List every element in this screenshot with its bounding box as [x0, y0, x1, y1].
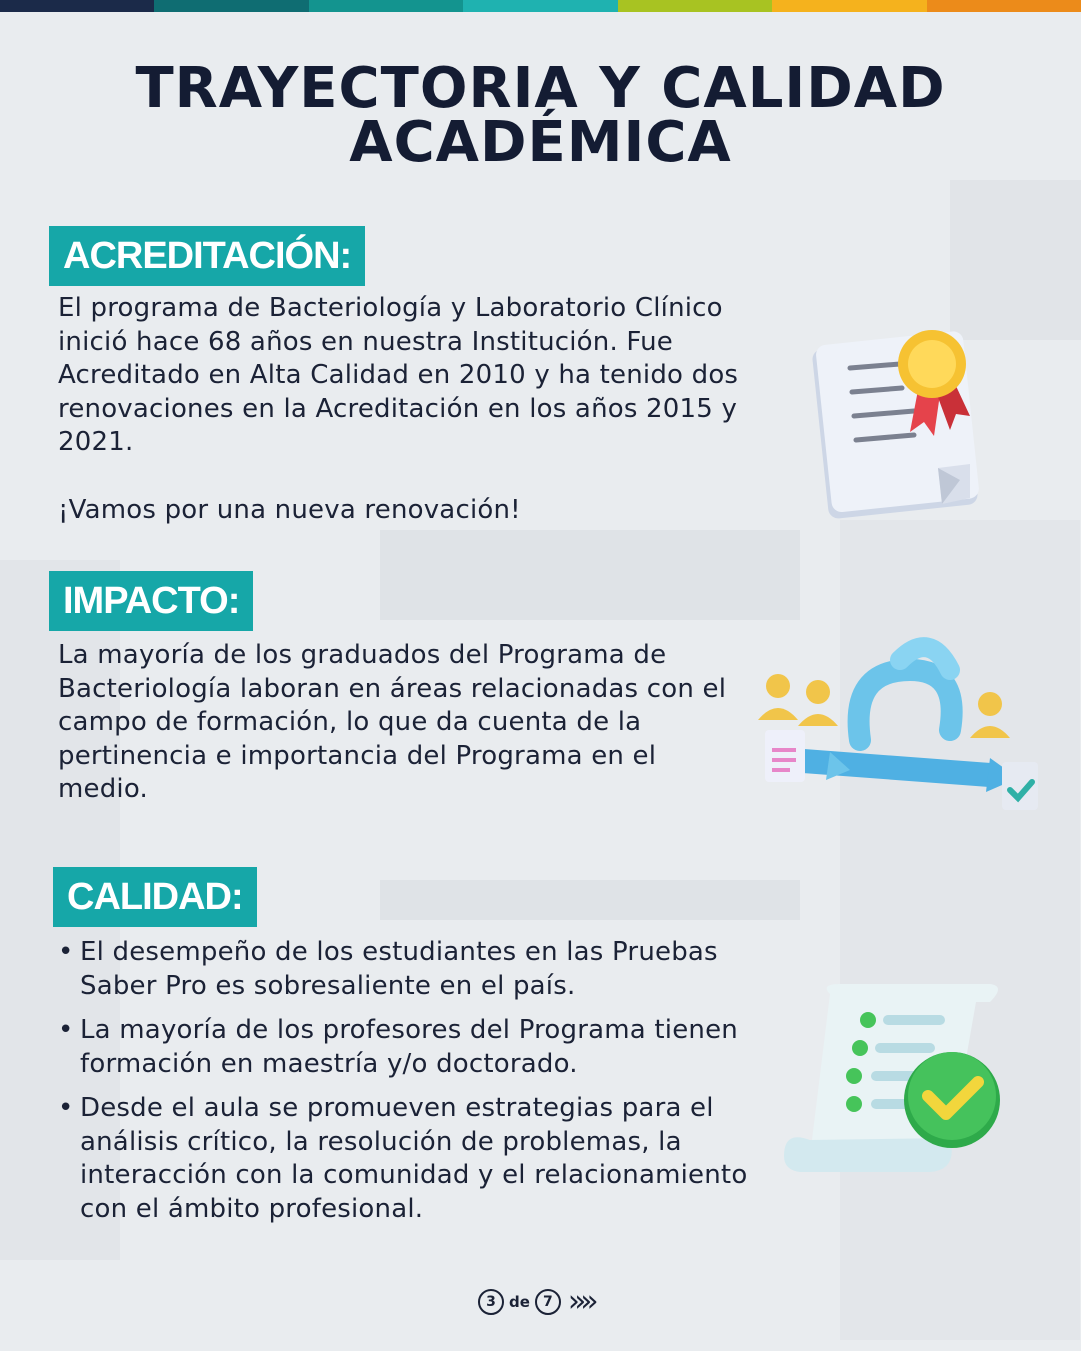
current-page: 3: [478, 1289, 504, 1315]
acreditacion-closing: ¡Vamos por una nueva renovación!: [58, 495, 521, 525]
color-stripe: [0, 0, 1081, 12]
acreditacion-text: El programa de Bacteriología y Laboratorio Clínico inició hace 68 años en nuestra Institución. Fue Acreditado en Alta Calidad en 2010 y ha tenido dos renovaciones en la Acreditación en los años 2015 y 2021.: [58, 293, 739, 457]
bullet: •: [58, 937, 74, 967]
list-item-text: El desempeño de los estudiantes en las Pruebas Saber Pro es sobresaliente en el país.: [80, 937, 718, 1001]
list-item: [58, 1014, 798, 1081]
next-arrows-icon[interactable]: »»: [567, 1284, 593, 1319]
list-item-text: La mayoría de los profesores del Programa tienen formación en maestría y/o doctorado.: [80, 1015, 738, 1079]
stripe-segment: [0, 0, 154, 12]
page-indicator: [478, 1284, 593, 1319]
list-item-text: Desde el aula se promueven estrategias para el análisis crítico, la resolución de problemas, la interacción con la comunidad y el relacionamiento con el ámbito profesional.: [80, 1093, 748, 1224]
total-pages: 7: [535, 1289, 561, 1315]
impacto-text: La mayoría de los graduados del Programa de Bacteriología laboran en áreas relacionadas con el campo de formación, lo que da cuenta de la pertinencia e importancia del Programa en el medio.: [58, 640, 727, 804]
acreditacion-label: ACREDITACIÓN:: [49, 226, 365, 286]
page-separator: de: [509, 1293, 530, 1311]
calidad-list: [58, 936, 798, 1237]
page-title: [0, 56, 1081, 175]
stripe-segment: [772, 0, 926, 12]
stripe-segment: [309, 0, 463, 12]
network-flow-icon: [750, 630, 1050, 830]
stripe-segment: [927, 0, 1081, 12]
list-item: [58, 936, 798, 1003]
stripe-segment: [618, 0, 772, 12]
list-item: [58, 1092, 798, 1226]
stripe-segment: [154, 0, 308, 12]
bullet: •: [58, 1015, 74, 1045]
calidad-label: CALIDAD:: [53, 867, 257, 927]
impacto-label: IMPACTO:: [49, 571, 253, 631]
checklist-scroll-icon: [780, 980, 1010, 1180]
bullet: •: [58, 1093, 74, 1123]
title-line-1: TRAYECTORIA Y CALIDAD: [135, 56, 946, 121]
stripe-segment: [463, 0, 617, 12]
title-line-2: ACADÉMICA: [349, 110, 732, 175]
certificate-icon: [810, 320, 990, 520]
